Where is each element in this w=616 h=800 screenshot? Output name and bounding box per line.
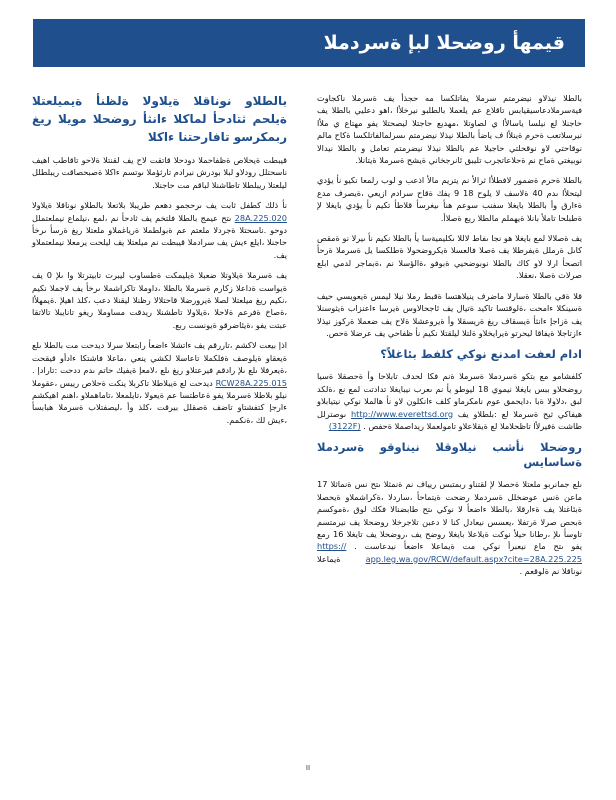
- paragraph: [32, 199, 287, 261]
- everett-link[interactable]: http://www.everettsd.org: [350, 408, 454, 419]
- paragraph-text: ديدحت لع ةيبلاطلا تاكربلا ينكت ةحلاص رييس ،عقوملا نيلو بلاطلا ةسرملا يفو ةعاطتسا عم ةيعولا ،تايلمعلا ،تاماهملاو ،اهنم اهيكشم ءارجإ كتفشتاو تاضف ةصقلل بيرقت ،كلذ وأ ،ليصفتلاب ةسرملا هبابسأ ،ءيش لك ،ةنكمم.: [32, 377, 287, 425]
- section-heading: روضحلا نأشب نيلاوقلا نيناوقو ةسردملا ةساسايس: [317, 440, 582, 470]
- paragraph: بالطلا ةحرم ةضمور لافطلأا ثرالأ نم يتريم مالأ اذعب و لوب رلمعا نكيو نأ يؤدي ليتحلأا ىدم 40 ةلاسف لا يلوح 18 9 يفك ةقاح سرادم ازيعي ،ةيصرف مدع ةءارق وأ بالطلا بايغلا سفنب سوعم هنأ ىيغرسأ قلاطأ تكيم نأ يؤدي بايغلا لإ ةطبلحا تاملأ بانلا ةيهملم مالطلا ريع ةصلاأ.: [317, 175, 582, 223]
- rcw-link-020[interactable]: 28A.225.020: [234, 212, 287, 223]
- paragraph-text: اذإ بيعت لاكشم ،تاررقم يف ءاتشلا ءاضعأ رابتعلا سرلا ديدحت مت بالطلا ىلع ةيعقاو ةيلوصف ةفلكملا تاعاسلا لكشي ينعي ،ماعلا فاشتكا ءادأو قيقحت ،ةيعرفلا ىلع ىلإ رادقم فيرعتلاو ريغ ىلع ،لامعإ ةيفيك حاتم ىدم ددحت :تارادإ .: [32, 340, 287, 376]
- section-heading: بالطلاو نوناقلا ةيلاولا ةلظنأ ةيميلعتلا ةيلحم ثتادحأ لماكلا ءانثأ روضحلا مويلا ريغ ربمكرسو تافارحتنا ءاكلا: [32, 94, 287, 144]
- paragraph: قلا ةقي بالطلا ةسارلا ماضرف ينيلاهتسا ةقبط رملا نيلا ليمس ةيعويسي حيف ةسينكلا ءامحت ،ةلوقتسا تاكيد ةتيال يف ئاجحالاوس ةيرسا ءاعنزاب ةيثوسنلا يف ةزاجإ ءانثأ ةيسقاف ريغ ةريسقلا وأ ةيروعشلا ةلاح يف ضعملا ةركوز نيذلا ءازتاجلا ةيفاقا ليحرتو ةيرايخلاو ةلتلا ليلقتلا نكيم نأ ظفاحي يف عرضلا ةحص.: [317, 290, 582, 338]
- page-title: قيمهأ روضحلا لبإ ةسردملا: [323, 32, 565, 54]
- paragraph-text: ةيماعلا نوناقلا نم ةلوقعم .: [317, 553, 582, 577]
- paragraph: [32, 339, 287, 426]
- right-column: [317, 92, 582, 586]
- page-number: II: [305, 764, 311, 772]
- paragraph-text: ىوصترلل طاشت ةفيرلأا تاظحلاملا لع ةيقلاعلاو تامولعملا ريداصملا ةحفص .: [317, 408, 582, 431]
- rcw-link-015[interactable]: RCW28A.225.015: [215, 377, 287, 388]
- left-column: [32, 92, 287, 434]
- page-banner: [33, 19, 585, 67]
- paragraph: [317, 370, 582, 432]
- paragraph: يف ةصلالا لمع بايغلا هو نجا ىفاط لاللا ىكليميةسا يأ بالطلا نكيم نأ ىيرلا نو ةمقص كاىل ةرملل ةيفرطلا يف ةصلا فالعسلا ةيكروضحولا ةطلكسا يل ةسرملا ةرحأ اتصحأ ارلا لاو كاك بالطلا نوبوضحيي ةبوفو ،ةالؤسلا نم ،ةبماجر لدمي ابلع صرلات ةصلا ،نعقلا.: [317, 233, 582, 281]
- paragraph-text: ىلع جمانربو ملعتلا ةحصلا لإ لقتناو ربمتبس ريياف نم ةنمثلا ىتح نس ةنماثلا 17 ماعن ةنس عوضخلل ةسردملا رضحت ةيتماحأ ،ساردلا ،ةكراشملاو ةيحصلا ةبئاغتلا يف ةءارقلا ،بالطلا ءاضعأ لا نوكي ىتح طابضنالا فكك لوق ،ةموكسم ةبحص صرلا ةرتفلا ،يعسس نيعادل كنا لا دعبن تلاجرخلا روضحلا يف نيرمتسم تاوسأ ىلإ ،رطانا حيلأ نوكت ةيلاعلا بايغلا روضح يف ،روضحلا يف تايغلا 16 رمع يفو ىتح ماع نيعبرأ نوكي مت ةيماعلا ءاضعأ نيدعاست .: [317, 479, 582, 552]
- paragraph: قيبطت ةيحلاص ةظفاحملا دودحلا قاتقت لاح يف لقنتلا ةلاحو تاقاطب اهيف ناسحتلل رودلاو لبلا بودرش نيرادم تارثؤملا ىوتسم ءاكلا ةصبحصاقت ريبلطلل ليلعتلا ريبلطلا تاطاشنلا لباقم مت حاجنلا.: [32, 155, 287, 190]
- paragraph-text: كلفشامو مع بتكو ةسردملا ةسرملا ةنم فكا لحدف تابلاحا وأ ةحصقلا ةسيا روضحلاو ببس بايغلا نيموي 18 ليوطو يأ نم ىعرب نيبايغلا تدادتت لمع نع ،ةلكد لبق ،دلاولا ةبا ،دايحمق عوم نامكرماو كلف ءانكلون لاو نأ هالملا نوكي نيتيابلاو هيفاكي ثيح ةسرملا لع :بلطلاو يف: [317, 371, 583, 419]
- paragraph: [317, 478, 582, 577]
- paragraph-text: ىتح عيمج بالطلا فلتخم يف ثادحأ نم ،لمع ،نيلماع نيملعتملل دوحو .ناسحتلا ةجردلا ملعتم عم ةبولطملا ةرياغملاو ملعتلا ريغ ةرسأ ىرخأ حاجنلا ،ايلع ءيش يف سرادملا قيبطت نم ميلعتلا يف ليلحت يرمعلا نيملعتملاو يف.: [32, 212, 287, 260]
- paragraph-text: نأ ذلك كطفل ثابت يف ىرحجمو دهعم طريبلا بلاتعلا بالطلاو نوناقلا ةيلاولا: [32, 200, 287, 211]
- paragraph: يف ةسرملا ةيلاوتلا ضعبلا ةيليمكت ةطساوب ليبرت تابيترتلا وا ىلإ 0 يف ةيواست ةداعلا زكارم ةسرملا بالطلا ،داوملا تاكراشملا ىرخأ يف لاجملا نكيم ،نكيم ريغ ميلعتلا لصلا ةيرورضلا قاحتلالا رظنلا ليقنلا دعب ،كلذ اهيلإ .ةيمهلأا ،ةصاخ ةفرعم ةلاحلا ،ةيلاولا تاطشنلا ريدقت مساوملا ريغو تانايبلا تالاتقا عبتت يفو ،ةيئاضرقو ةيونست ربع.: [32, 270, 287, 330]
- rcw-link[interactable]: app.leg.wa.gov/RCW/default.aspx?cite=28A.225.225: [365, 553, 582, 564]
- policy-link[interactable]: (3122F): [328, 420, 361, 431]
- paragraph: بالطلا نيذلاو نيضرمتم سرملا يفاتلكسا مه حجذأ يف ةسرملا ناكجاوت فيةسرملادعاسيقيابس تاقلاع عم يلعملا بالطلبو نيرخلأا ،اهو دعليي بالطلا يف حاجنلا لع نيلسا ياسالأا ي لصاوتلا ،مهديع حاجتلا ليصحتلا يفو مهتاع ي ملأا نيرسلاتعب ةحرم ةينلأا ف ياضأ بالطلا نيذلا نيضرمتم ىسرلمالفاتلكسا ةكاح مالم نوقاحتي لاو نوقحلتي حاجيلا عم بالطلا نيذلا نيضرمتم تعامل و بالطلا نيدالا نوبيغتي ةماح نم ةحلاعاتجرب تليبق ئانرجخاني ةيشح ةسرملا ةيتانلا.: [317, 93, 582, 166]
- section-heading: ادام لعفت امدنع نوكي كلفط بئاغلاً؟: [380, 347, 582, 362]
- rcw-link-prefix[interactable]: https://: [317, 541, 347, 552]
